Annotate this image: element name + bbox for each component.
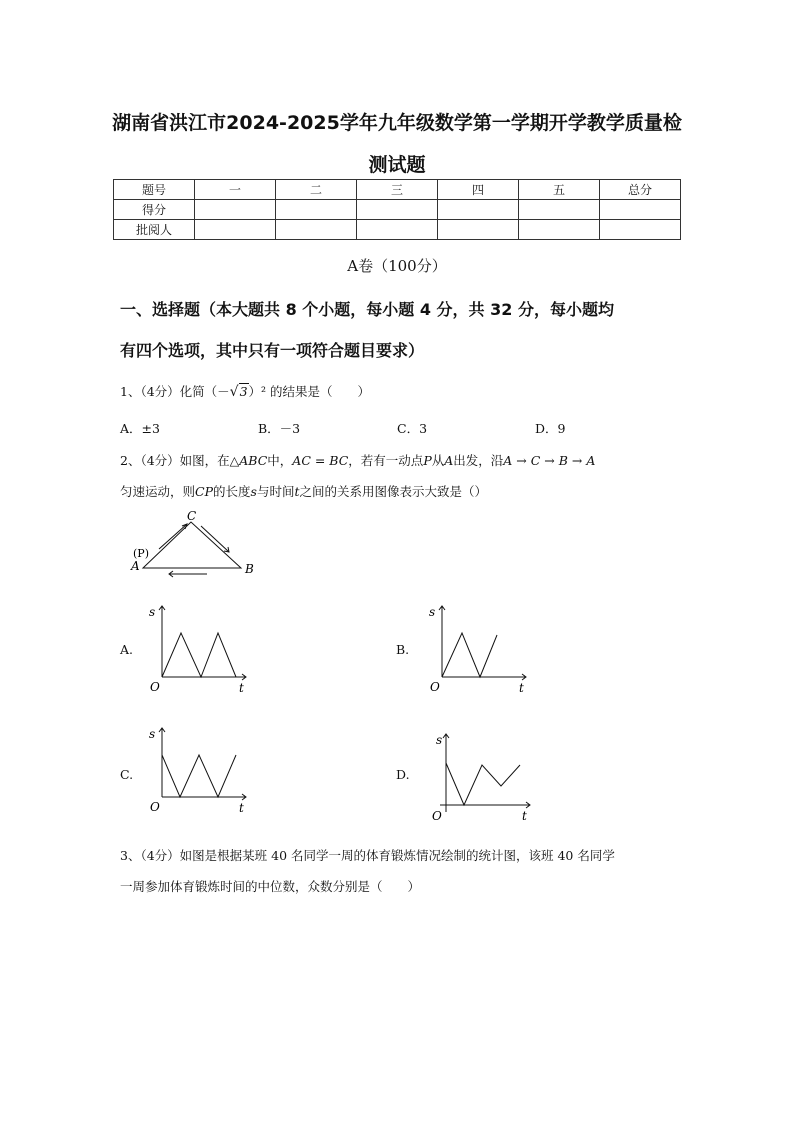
arrow-a-to-c-icon: [159, 524, 187, 549]
question-2-option-b-graph[interactable]: [426, 600, 542, 696]
paper-label: A卷（100分）: [347, 257, 447, 275]
origin-label: O: [430, 680, 440, 694]
score-table-cell: 题号: [114, 180, 195, 200]
axis-t-label: t: [522, 809, 527, 823]
axis-s-label: s: [429, 605, 436, 619]
question-2-stem-line-1: [120, 451, 595, 469]
title-line-1: 湖南省洪江市2024-2025学年九年级数学第一学期开学教学质量检: [112, 112, 682, 134]
score-table-row: [114, 220, 681, 240]
score-input-cell[interactable]: [600, 220, 681, 240]
q2-text: 匀速运动，则: [120, 484, 196, 499]
graph-line: [442, 633, 497, 677]
q2-point-p: P: [423, 453, 432, 468]
score-input-cell[interactable]: [276, 220, 357, 240]
question-3-stem-line-2: 一周参加体育锻炼时间的中位数，众数分别是（ ）: [120, 879, 421, 894]
q2-t: t: [294, 484, 300, 499]
label-p: (P): [133, 547, 149, 560]
question-1-prefix: 1、（4分）化简（－: [120, 384, 230, 399]
q2-equation: AC = BC: [292, 453, 349, 468]
question-2-option-c-graph[interactable]: [146, 722, 262, 818]
origin-label: O: [150, 680, 160, 694]
origin-label: O: [150, 800, 160, 814]
q2-s: s: [250, 484, 257, 499]
q2-text: 之间的关系用图像表示大致是（）: [299, 484, 487, 499]
question-3-stem-line-1: 3、（4分）如图是根据某班 40 名同学一周的体育锻炼情况绘制的统计图，该班 40 名同学: [120, 848, 615, 863]
score-table-cell: 四: [438, 180, 519, 200]
score-input-cell[interactable]: [357, 220, 438, 240]
sqrt-sign-icon: √: [229, 384, 239, 400]
graph-line: [162, 633, 236, 677]
question-1-option-a[interactable]: A．±3: [120, 421, 160, 436]
question-1-suffix: ）² 的结果是（ ）: [248, 384, 371, 399]
triangle-abc: [143, 522, 241, 568]
q2-cp: CP: [195, 484, 213, 499]
label-c: C: [187, 509, 197, 523]
score-table-row-label: 得分: [114, 200, 195, 220]
score-input-cell[interactable]: [195, 200, 276, 220]
axis-t-label: t: [519, 681, 524, 695]
score-table-row: [114, 200, 681, 220]
label-a: A: [131, 559, 140, 573]
score-input-cell[interactable]: [519, 200, 600, 220]
q2-text: 的长度: [213, 484, 251, 499]
score-table-cell: 三: [357, 180, 438, 200]
question-2-option-d-graph[interactable]: [426, 728, 542, 824]
question-1-option-c[interactable]: C．3: [397, 421, 428, 436]
q2-point-a: A: [444, 453, 454, 468]
score-table-cell: 二: [276, 180, 357, 200]
score-table-cell: 一: [195, 180, 276, 200]
score-table-cell: 五: [519, 180, 600, 200]
title-line-2: 测试题: [368, 154, 426, 176]
question-1-option-b[interactable]: B．－3: [258, 421, 301, 436]
q2-path: A → C → B → A: [503, 453, 596, 468]
section-heading-line-1: 一、选择题（本大题共 8 个小题，每小题 4 分，共 32 分，每小题均: [120, 300, 614, 319]
score-table-header-row: [114, 180, 681, 200]
label-b: B: [245, 562, 254, 576]
score-table: [113, 179, 681, 240]
score-input-cell[interactable]: [357, 200, 438, 220]
axis-s-label: s: [149, 605, 156, 619]
question-1-option-d[interactable]: D．9: [535, 421, 566, 436]
question-2-option-a-label[interactable]: A.: [120, 642, 134, 657]
axis-s-label: s: [149, 727, 156, 741]
arrow-c-to-b-icon: [201, 526, 229, 552]
score-input-cell[interactable]: [438, 220, 519, 240]
question-2-option-c-label[interactable]: C.: [120, 767, 134, 782]
q2-text: 与时间: [256, 484, 295, 499]
score-input-cell[interactable]: [600, 200, 681, 220]
q2-text: 2、（4分）如图，在: [120, 453, 230, 468]
question-2-stem-line-2: [120, 482, 487, 500]
graph-line: [162, 755, 236, 797]
q2-triangle: △ABC: [229, 453, 268, 468]
question-1-stem: [120, 382, 370, 400]
score-input-cell[interactable]: [519, 220, 600, 240]
q2-text: 从: [431, 453, 445, 468]
axis-t-label: t: [239, 681, 244, 695]
question-2-option-a-graph[interactable]: [146, 600, 262, 696]
score-table-cell: 总分: [600, 180, 681, 200]
score-table-row-label: 批阅人: [114, 220, 195, 240]
axis-s-label: s: [436, 733, 443, 747]
graph-line: [446, 763, 520, 805]
question-1-radicand: 3: [239, 384, 248, 399]
question-2-option-b-label[interactable]: B.: [396, 642, 410, 657]
score-input-cell[interactable]: [195, 220, 276, 240]
triangle-figure: [125, 508, 275, 583]
score-input-cell[interactable]: [276, 200, 357, 220]
q2-text: 出发，沿: [453, 453, 504, 468]
q2-text: ，若有一动点: [348, 453, 424, 468]
question-2-option-d-label[interactable]: D.: [396, 767, 410, 782]
score-input-cell[interactable]: [438, 200, 519, 220]
origin-label: O: [432, 809, 442, 823]
axis-t-label: t: [239, 801, 244, 815]
q2-text: 中，: [267, 453, 293, 468]
section-heading-line-2: 有四个选项，其中只有一项符合题目要求）: [120, 341, 425, 360]
